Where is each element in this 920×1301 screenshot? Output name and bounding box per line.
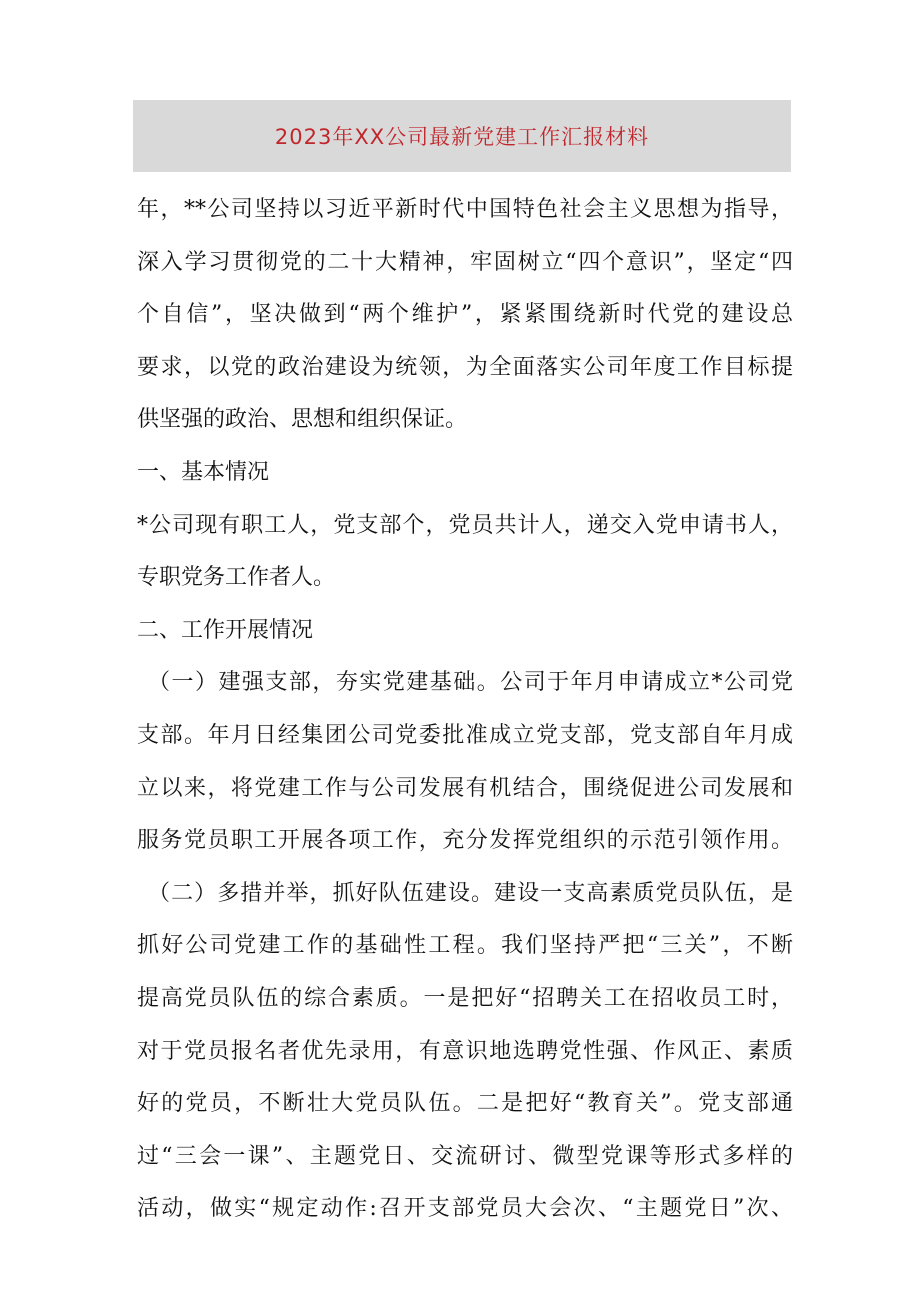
text-line: *公司现有职工人，党支部个，党员共计人，递交入党申请书人， — [137, 512, 793, 538]
title-banner — [133, 100, 791, 172]
text-line: 支部。年月日经集团公司党委批准成立党支部，党支部自年月成 — [137, 722, 793, 748]
text-line: 年，**公司坚持以习近平新时代中国特色社会主义思想为指导， — [137, 197, 793, 222]
text-line: 抓好公司党建工作的基础性工程。我们坚持严把“三关”，不断 — [137, 933, 793, 959]
text-line: 供坚强的政治、思想和组织保证。 — [137, 407, 468, 433]
text-line: 深入学习贯彻党的二十大精神，牢固树立“四个意识”，坚定“四 — [137, 249, 793, 275]
text-line: 好的党员，不断壮大党员队伍。二是把好“教育关”。党支部通 — [137, 1091, 793, 1117]
text-line: （二）多措并举，抓好队伍建设。建设一支高素质党员队伍，是 — [148, 880, 793, 906]
text-line: 活动，做实“规定动作:召开支部党员大会次、“主题党日”次、 — [137, 1196, 793, 1222]
document-body — [137, 184, 793, 1236]
text-line: 一、基本情况 — [137, 459, 270, 485]
text-line: 要求，以党的政治建设为统领，为全面落实公司年度工作目标提 — [137, 354, 793, 380]
text-line: 立以来，将党建工作与公司发展有机结合，围绕促进公司发展和 — [137, 775, 793, 801]
text-line: 过“三会一课”、主题党日、交流研讨、微型党课等形式多样的 — [137, 1143, 793, 1169]
text-line: 对于党员报名者优先录用，有意识地选聘党性强、作风正、素质 — [137, 1038, 793, 1064]
text-line: （一）建强支部，夯实党建基础。公司于年月申请成立*公司党 — [148, 670, 793, 696]
text-line: 二、工作开展情况 — [137, 617, 314, 643]
text-line: 提高党员队伍的综合素质。一是把好“招聘关工在招收员工时， — [137, 985, 793, 1011]
text-line: 个自信”，坚决做到“两个维护”，紧紧围绕新时代党的建设总 — [137, 302, 793, 328]
text-line: 服务党员职工开展各项工作，充分发挥党组织的示范引领作用。 — [137, 828, 793, 854]
text-line: 专职党务工作者人。 — [137, 565, 336, 591]
document-title: 2023年XX公司最新党建工作汇报材料 — [274, 125, 650, 149]
